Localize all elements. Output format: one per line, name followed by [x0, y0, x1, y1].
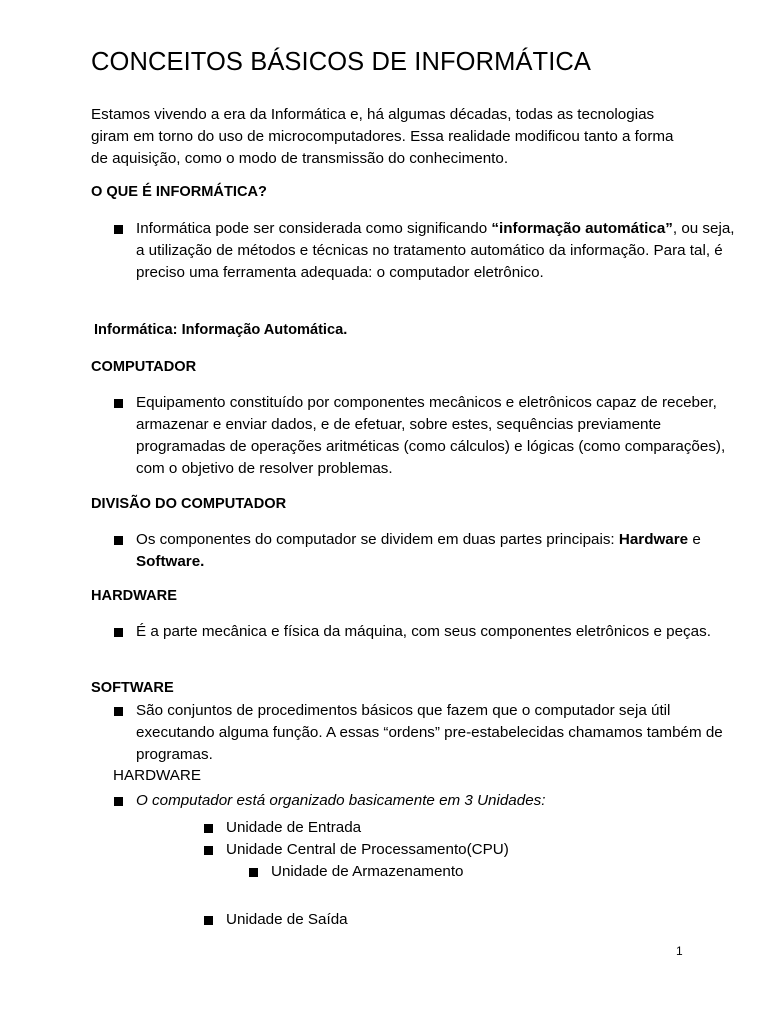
- bullet-hardware: [136, 621, 736, 643]
- bullet-text: Informática pode ser considerada como significando “informação automática”, ou seja, a utilização de métodos e técnicas no tratamento automático da informação. Para tal, é preciso uma ferramenta adequada: o computador eletrônico.: [136, 220, 735, 281]
- bullet-text: O computador está organizado basicamente em 3 Unidades:: [136, 792, 546, 809]
- heading-o-que-e-informatica: O QUE É INFORMÁTICA?: [91, 184, 267, 200]
- unit-item: Unidade Central de Processamento(CPU): [226, 839, 768, 861]
- square-bullet-icon: [114, 707, 123, 716]
- unit-item: Unidade de Armazenamento: [271, 861, 768, 883]
- square-bullet-icon: [249, 868, 258, 877]
- square-bullet-icon: [204, 916, 213, 925]
- square-bullet-icon: [204, 824, 213, 833]
- bullet-computador: [136, 392, 736, 480]
- hardware-label: HARDWARE: [113, 767, 202, 784]
- bullet-text: É a parte mecânica e física da máquina, com seus componentes eletrônicos e peças.: [136, 623, 711, 640]
- informatica-summary: Informática: Informação Automática.: [94, 322, 348, 338]
- bullet-text: São conjuntos de procedimentos básicos que fazem que o computador seja útil executando alguma função. A essas “ordens” pre-estabelecidas chamamos também de programas.: [136, 702, 723, 763]
- bullet-software: [136, 700, 736, 766]
- bullet-unidades: [136, 790, 736, 812]
- square-bullet-icon: [114, 536, 123, 545]
- unit-item: Unidade de Saída: [226, 909, 768, 931]
- square-bullet-icon: [114, 225, 123, 234]
- intro-paragraph: Estamos vivendo a era da Informática e, há algumas décadas, todas as tecnologias giram em torno do uso de microcomputadores. Essa realidade modificou tanto a forma de aquisição, como o modo de transmissão do conhecimento.: [91, 106, 674, 167]
- heading-software: SOFTWARE: [91, 680, 174, 696]
- bullet-divisao: [136, 529, 736, 573]
- bullet-text: Equipamento constituído por componentes mecânicos e eletrônicos capaz de receber, armazenar e enviar dados, e de efetuar, sobre estes, sequências previamente programadas de operações aritméticas (como cálculos) e lógicas (como comparações), com o objetivo de resolver problemas.: [136, 394, 726, 477]
- square-bullet-icon: [114, 628, 123, 637]
- square-bullet-icon: [114, 399, 123, 408]
- page-title: CONCEITOS BÁSICOS DE INFORMÁTICA: [91, 48, 592, 76]
- heading-divisao-do-computador: DIVISÃO DO COMPUTADOR: [91, 496, 287, 512]
- heading-hardware: HARDWARE: [91, 588, 177, 604]
- bullet-text: Os componentes do computador se dividem em duas partes principais: Hardware e Software.: [136, 531, 701, 570]
- square-bullet-icon: [204, 846, 213, 855]
- square-bullet-icon: [114, 797, 123, 806]
- bullet-informatica: [136, 218, 736, 284]
- page-number: 1: [676, 944, 683, 958]
- unit-item: Unidade de Entrada: [226, 817, 768, 839]
- heading-computador: COMPUTADOR: [91, 359, 197, 375]
